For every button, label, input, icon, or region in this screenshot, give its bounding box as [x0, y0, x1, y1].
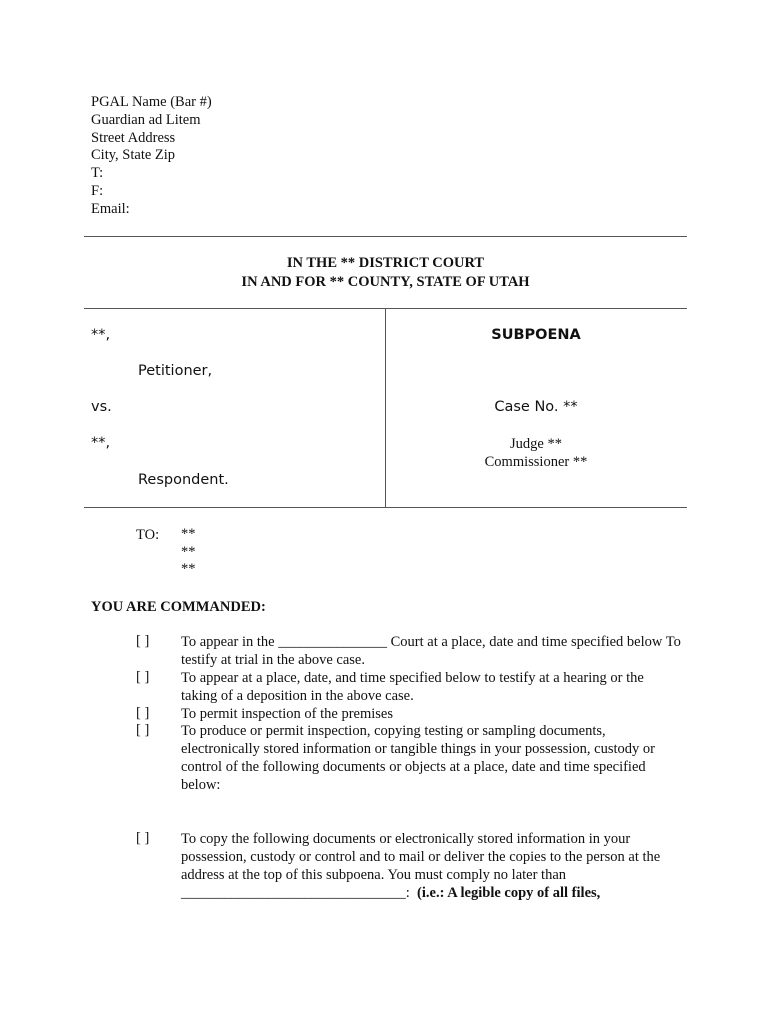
- attorney-email-line: Email:: [91, 200, 130, 217]
- commissioner-line: Commissioner **: [484, 454, 588, 470]
- judge-line: Judge **: [510, 436, 562, 452]
- respondent-name: **,: [91, 435, 111, 451]
- command-text: [181, 830, 681, 902]
- command-checkbox[interactable]: [ ]: [136, 722, 150, 738]
- command-text: To appear in the _______________ Court at a place, date and time specified below To testify at trial in the above case.: [181, 634, 681, 668]
- case-number: Case No. **: [494, 399, 578, 415]
- command-checkbox[interactable]: [ ]: [136, 830, 150, 846]
- attorney-fax-line: F:: [91, 182, 104, 199]
- caption-bottom-rule: [84, 507, 687, 508]
- deadline-blank: _______________________________:: [181, 885, 410, 901]
- court-line-1: IN THE ** DISTRICT COURT: [286, 255, 485, 271]
- versus-label: vs.: [91, 399, 112, 415]
- command-checkbox[interactable]: [ ]: [136, 669, 150, 685]
- attorney-role-line: Guardian ad Litem: [91, 111, 201, 128]
- attorney-phone-line: T:: [91, 165, 104, 182]
- to-label: TO:: [136, 527, 160, 543]
- recipient-name-1: **: [181, 526, 196, 542]
- attorney-city-line: City, State Zip: [91, 147, 176, 164]
- commanded-heading: YOU ARE COMMANDED:: [91, 599, 266, 615]
- command-checkbox[interactable]: [ ]: [136, 705, 150, 721]
- command-text: To appear at a place, date, and time specified below to testify at a hearing or the taking of a deposition in the above case.: [181, 670, 644, 704]
- respondent-label: Respondent.: [138, 472, 229, 488]
- recipient-name-3: **: [181, 561, 196, 577]
- attorney-name-line: PGAL Name (Bar #): [91, 94, 212, 110]
- attorney-street-line: Street Address: [91, 129, 176, 146]
- petitioner-name: **,: [91, 327, 111, 343]
- recipient-name-2: **: [181, 543, 196, 560]
- example-note: (i.e.: A legible copy of all files,: [417, 885, 601, 901]
- document-title: SUBPOENA: [491, 327, 581, 343]
- judicial-officers: [386, 435, 686, 471]
- command-checkbox[interactable]: [ ]: [136, 633, 150, 649]
- command-text: To produce or permit inspection, copying testing or sampling documents, electronically stored information or tangible things in your possession, custody or control of the following documents or objects at a place, date and time specified below:: [181, 723, 655, 793]
- divider-top: [84, 236, 687, 237]
- court-line-2: IN AND FOR ** COUNTY, STATE OF UTAH: [241, 273, 530, 290]
- court-heading: [84, 254, 687, 291]
- recipient-names: [181, 526, 196, 579]
- command-text: To permit inspection of the premises: [181, 706, 394, 722]
- attorney-block: [91, 94, 212, 219]
- petitioner-label: Petitioner,: [138, 363, 213, 379]
- command-text-body: To copy the following documents or electronically stored information in your possession, custody or control and to mail or deliver the copies to the person at the address at the top of this subpoena. You must comply no later than: [181, 831, 661, 883]
